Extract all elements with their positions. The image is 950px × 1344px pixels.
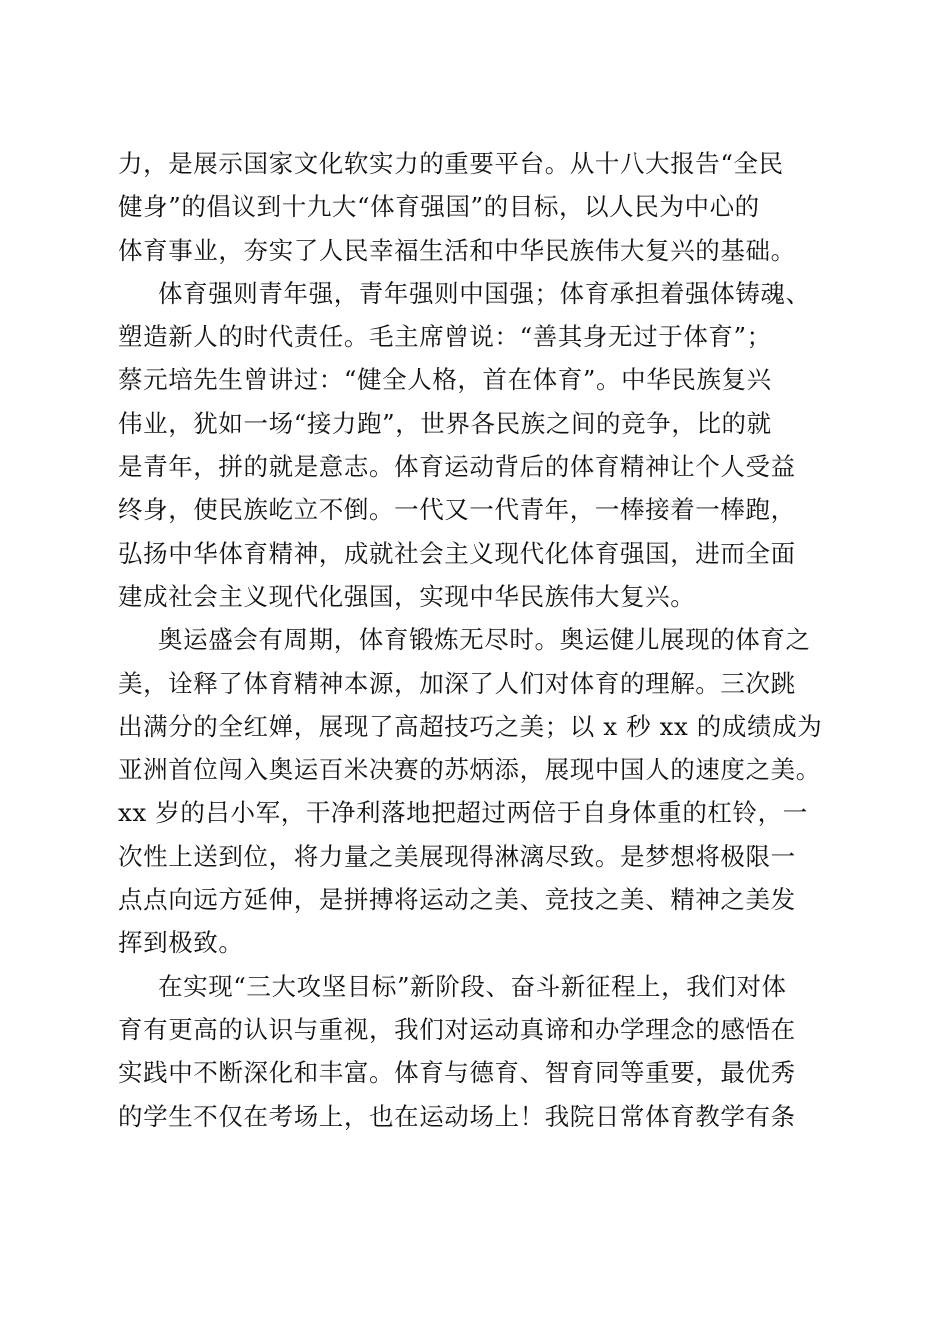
text-line: 蔡元培先生曾讲过：“健全人格，首在体育”。中华民族复兴 <box>118 365 772 395</box>
text-line: 点点向远方延伸，是拼搏将运动之美、竞技之美、精神之美发 <box>118 885 796 915</box>
text-line: 终身，使民族屹立不倒。一代又一代青年，一棒接着一棒跑， <box>118 495 796 525</box>
document-body <box>118 142 840 1138</box>
text-line: 健身”的倡议到十九大“体育强国”的目标，以人民为中心的 <box>118 192 760 222</box>
text-line: 奥运盛会有周期，体育锻炼无尽时。奥运健儿展现的体育之 <box>158 625 811 655</box>
text-line: 挥到极致。 <box>118 928 244 958</box>
text-line: 塑造新人的时代责任。毛主席曾说：“善其身无过于体育”； <box>118 322 772 352</box>
text-line: 出满分的全红婵，展现了高超技巧之美；以 x 秒 xx 的成绩成为 <box>118 711 823 741</box>
paragraph-2 <box>118 272 840 618</box>
paragraph-3 <box>118 618 840 964</box>
text-line: 是青年，拼的就是意志。体育运动背后的体育精神让个人受益 <box>118 452 796 482</box>
paragraph-1 <box>118 142 840 272</box>
text-line: 美，诠释了体育精神本源，加深了人们对体育的理解。三次跳 <box>118 668 796 698</box>
text-line: 力，是展示国家文化软实力的重要平台。从十八大报告“全民 <box>118 149 784 178</box>
text-line: 实践中不断深化和丰富。体育与德育、智育同等重要，最优秀 <box>118 1058 796 1088</box>
text-line: xx 岁的吕小军，干净利落地把超过两倍于自身体重的杠铃，一 <box>118 798 808 828</box>
text-line: 体育事业，夯实了人民幸福生活和中华民族伟大复兴的基础。 <box>118 235 796 265</box>
text-line: 伟业，犹如一场“接力跑”，世界各民族之间的竞争，比的就 <box>118 408 772 438</box>
text-line: 在实现“三大攻坚目标”新阶段、奋斗新征程上，我们对体 <box>158 971 787 1001</box>
text-line: 育有更高的认识与重视，我们对运动真谛和办学理念的感悟在 <box>118 1014 796 1044</box>
text-line: 的学生不仅在考场上，也在运动场上！我院日常体育教学有条 <box>118 1101 796 1131</box>
text-line: 建成社会主义现代化强国，实现中华民族伟大复兴。 <box>118 581 696 611</box>
text-line: 亚洲首位闯入奥运百米决赛的苏炳添，展现中国人的速度之美。 <box>118 755 821 785</box>
text-line: 弘扬中华体育精神，成就社会主义现代化体育强国，进而全面 <box>118 538 796 568</box>
text-line: 体育强则青年强，青年强则中国强；体育承担着强体铸魂、 <box>158 278 811 308</box>
text-line: 次性上送到位，将力量之美展现得淋漓尽致。是梦想将极限一 <box>118 841 796 871</box>
paragraph-4 <box>118 965 840 1138</box>
